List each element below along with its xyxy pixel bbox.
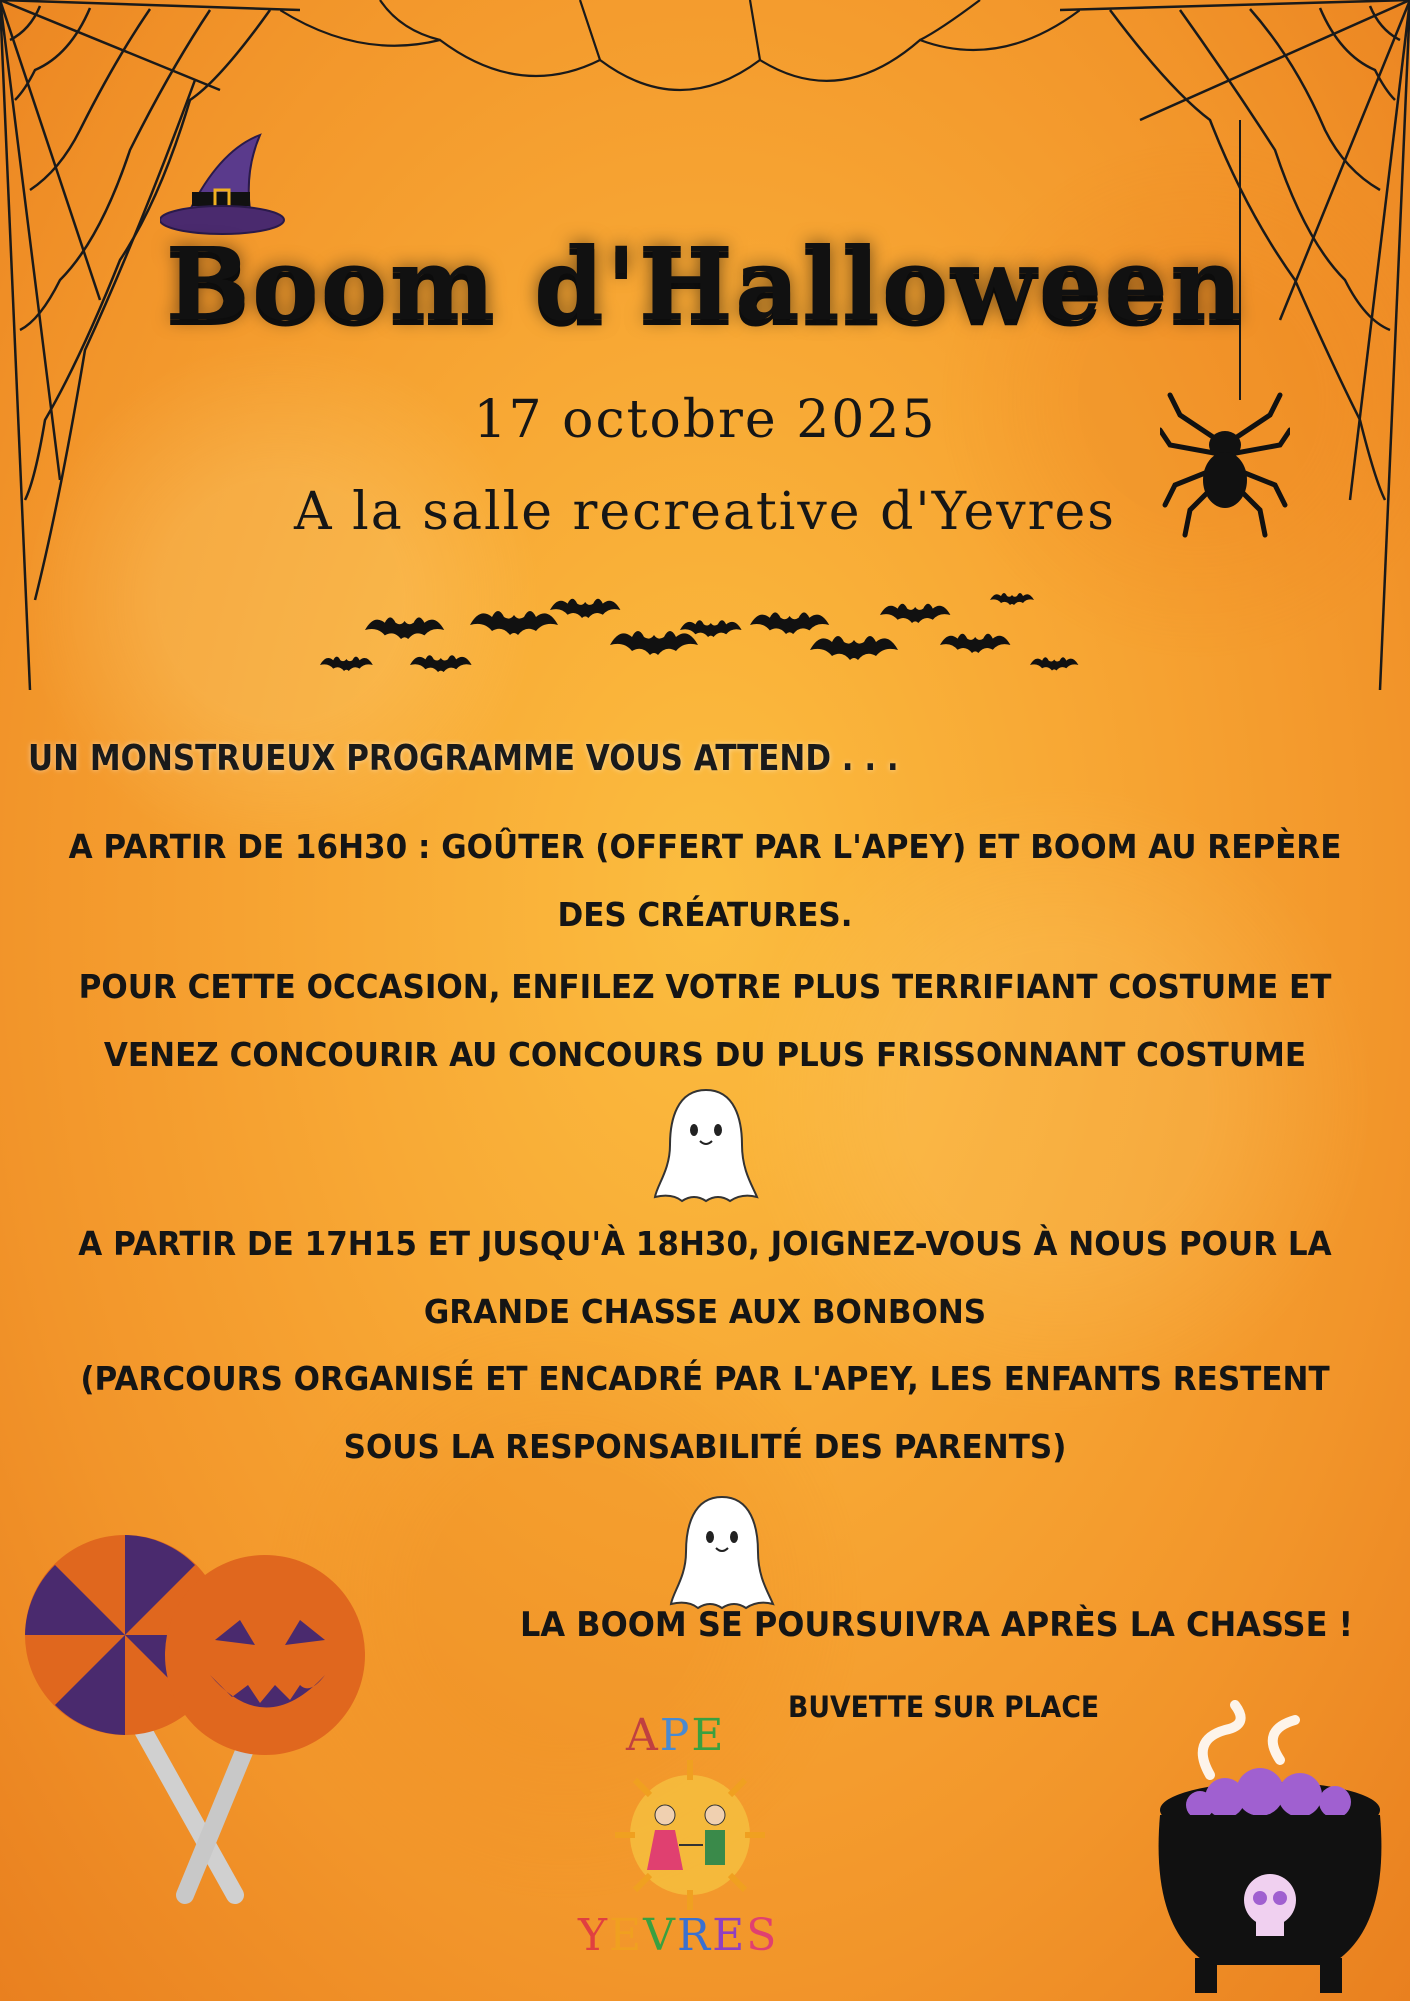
- cauldron-icon: [1140, 1700, 1400, 2000]
- program-title: UN MONSTRUEUX PROGRAMME VOUS ATTEND . . .: [28, 738, 899, 779]
- spider-web-icon: [280, 0, 1080, 120]
- paragraph-supervision: (PARCOURS ORGANISÉ ET ENCADRÉ PAR L'APEY, LES ENFANTS RESTENT SOUS LA RESPONSABILITÉ DES PARENTS): [80, 1359, 1330, 1466]
- event-title: Boom d'Halloween: [165, 225, 1245, 343]
- buvette-text: BUVETTE SUR PLACE: [788, 1690, 1100, 1724]
- event-date: 17 octobre 2025: [473, 390, 937, 450]
- ghost-icon: [668, 1492, 776, 1612]
- after-hunt-text: LA BOOM SE POURSUIVRA APRÈS LA CHASSE !: [520, 1605, 1354, 1645]
- paragraph-candy-hunt: A PARTIR DE 17H15 ET JUSQU'À 18H30, JOIGNEZ-VOUS À NOUS POUR LA GRANDE CHASSE AUX BONBONS: [78, 1224, 1332, 1331]
- lollipop-icon: [10, 1525, 410, 1905]
- paragraph-snack: A PARTIR DE 16H30 : GOÛTER (OFFERT PAR L'APEY) ET BOOM AU REPÈRE DES CRÉATURES.: [68, 827, 1342, 934]
- bat-icon: [310, 570, 1110, 700]
- logo-text-top: APE: [626, 1710, 726, 1761]
- logo-image: [595, 1755, 785, 1915]
- logo-text-bottom: YEVRES: [578, 1910, 779, 1961]
- spider-web-icon: [0, 0, 300, 700]
- spider-web-icon: [1060, 0, 1410, 700]
- paragraph-costume: POUR CETTE OCCASION, ENFILEZ VOTRE PLUS TERRIFIANT COSTUME ET VENEZ CONCOURIR AU CONCOURS DU PLUS FRISSONNANT COSTUME: [78, 967, 1332, 1074]
- ghost-icon: [652, 1085, 760, 1205]
- event-place: A la salle recreative d'Yevres: [294, 482, 1116, 542]
